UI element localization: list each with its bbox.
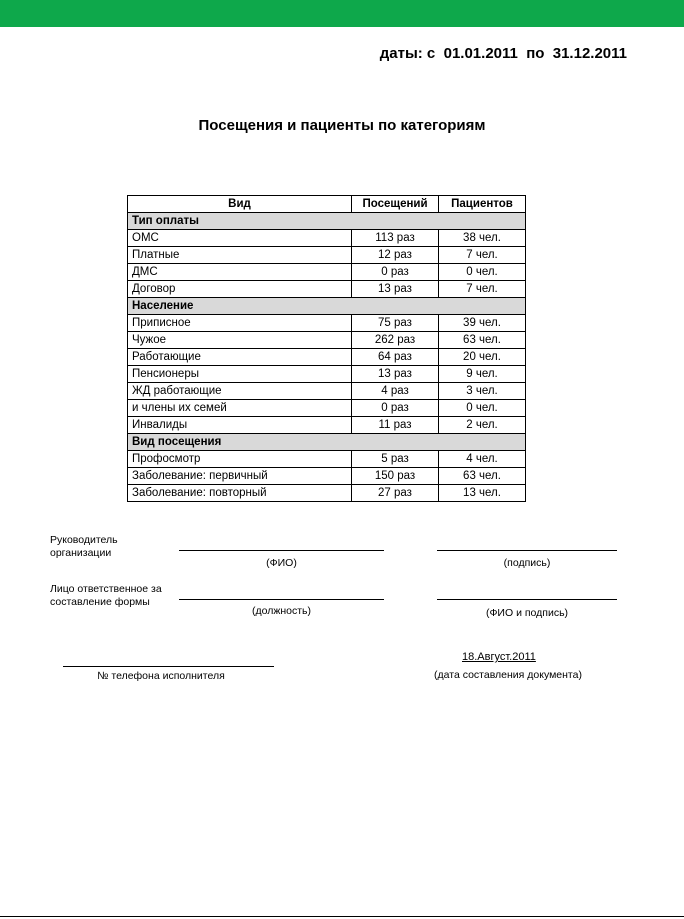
column-header: Пациентов: [439, 196, 526, 213]
report-title: Посещения и пациенты по категориям: [198, 117, 486, 134]
document-date: 18.Август.2011: [462, 651, 536, 663]
visits-cell: 13 раз: [352, 281, 439, 298]
table-row: [128, 485, 526, 502]
category-cell: Приписное: [128, 315, 352, 332]
category-cell: Пенсионеры: [128, 366, 352, 383]
table-row: [128, 349, 526, 366]
visits-cell: 13 раз: [352, 366, 439, 383]
table-row: [128, 230, 526, 247]
category-cell: Работающие: [128, 349, 352, 366]
signature-line: [437, 550, 617, 551]
visits-cell: 0 раз: [352, 264, 439, 281]
head-label-line-2: организации: [50, 547, 112, 559]
table-section-row: [128, 434, 526, 451]
fio-signature-caption: (ФИО и подпись): [485, 607, 569, 619]
head-label-line-1: Руководитель: [50, 534, 118, 546]
category-cell: Инвалиды: [128, 417, 352, 434]
table-section-row: [128, 213, 526, 230]
table-row: [128, 247, 526, 264]
patients-cell: 39 чел.: [439, 315, 526, 332]
patients-cell: 63 чел.: [439, 468, 526, 485]
column-header: Посещений: [352, 196, 439, 213]
head-label: [50, 534, 118, 560]
visits-cell: 4 раз: [352, 383, 439, 400]
report-period: даты: с 01.01.2011 по 31.12.2011: [379, 45, 627, 62]
table-row: [128, 264, 526, 281]
category-cell: Заболевание: первичный: [128, 468, 352, 485]
visits-cell: 5 раз: [352, 451, 439, 468]
table-row: [128, 400, 526, 417]
category-cell: Договор: [128, 281, 352, 298]
patients-cell: 0 чел.: [439, 264, 526, 281]
patients-cell: 9 чел.: [439, 366, 526, 383]
table-row: [128, 315, 526, 332]
visits-cell: 11 раз: [352, 417, 439, 434]
category-cell: Чужое: [128, 332, 352, 349]
patients-cell: 63 чел.: [439, 332, 526, 349]
table-row: [128, 417, 526, 434]
column-header: Вид: [128, 196, 352, 213]
responsible-label-line-2: составление формы: [50, 596, 150, 608]
responsible-label-line-1: Лицо ответственное за: [50, 583, 162, 595]
fio-signature-line: [437, 599, 617, 600]
signature-caption: (подпись): [503, 557, 551, 569]
position-line: [179, 599, 384, 600]
category-cell: ЖД работающие: [128, 383, 352, 400]
section-title: Вид посещения: [128, 434, 526, 451]
category-cell: Заболевание: повторный: [128, 485, 352, 502]
table-row: [128, 468, 526, 485]
visits-cell: 27 раз: [352, 485, 439, 502]
category-cell: и члены их семей: [128, 400, 352, 417]
position-caption: (должность): [251, 605, 312, 617]
category-cell: ОМС: [128, 230, 352, 247]
patients-cell: 7 чел.: [439, 247, 526, 264]
table-row: [128, 366, 526, 383]
table-row: [128, 332, 526, 349]
report-table: [127, 195, 526, 502]
visits-cell: 75 раз: [352, 315, 439, 332]
page-bottom-line: [0, 916, 684, 917]
table-row: [128, 383, 526, 400]
visits-cell: 150 раз: [352, 468, 439, 485]
section-title: Население: [128, 298, 526, 315]
category-cell: Платные: [128, 247, 352, 264]
category-cell: ДМС: [128, 264, 352, 281]
patients-cell: 3 чел.: [439, 383, 526, 400]
responsible-label: [50, 583, 162, 609]
patients-cell: 2 чел.: [439, 417, 526, 434]
top-color-bar: [0, 0, 684, 27]
visits-cell: 12 раз: [352, 247, 439, 264]
patients-cell: 0 чел.: [439, 400, 526, 417]
patients-cell: 38 чел.: [439, 230, 526, 247]
table-row: [128, 281, 526, 298]
patients-cell: 7 чел.: [439, 281, 526, 298]
fio-line: [179, 550, 384, 551]
table-row: [128, 451, 526, 468]
phone-caption: № телефона исполнителя: [97, 670, 225, 682]
section-title: Тип оплаты: [128, 213, 526, 230]
visits-cell: 0 раз: [352, 400, 439, 417]
table-section-row: [128, 298, 526, 315]
patients-cell: 4 чел.: [439, 451, 526, 468]
visits-cell: 64 раз: [352, 349, 439, 366]
patients-cell: 20 чел.: [439, 349, 526, 366]
fio-caption: (ФИО): [266, 557, 297, 569]
visits-cell: 113 раз: [352, 230, 439, 247]
patients-cell: 13 чел.: [439, 485, 526, 502]
category-cell: Профосмотр: [128, 451, 352, 468]
phone-line: [63, 666, 274, 667]
visits-cell: 262 раз: [352, 332, 439, 349]
document-date-caption: (дата составления документа): [434, 669, 582, 681]
table-header-row: [128, 196, 526, 213]
